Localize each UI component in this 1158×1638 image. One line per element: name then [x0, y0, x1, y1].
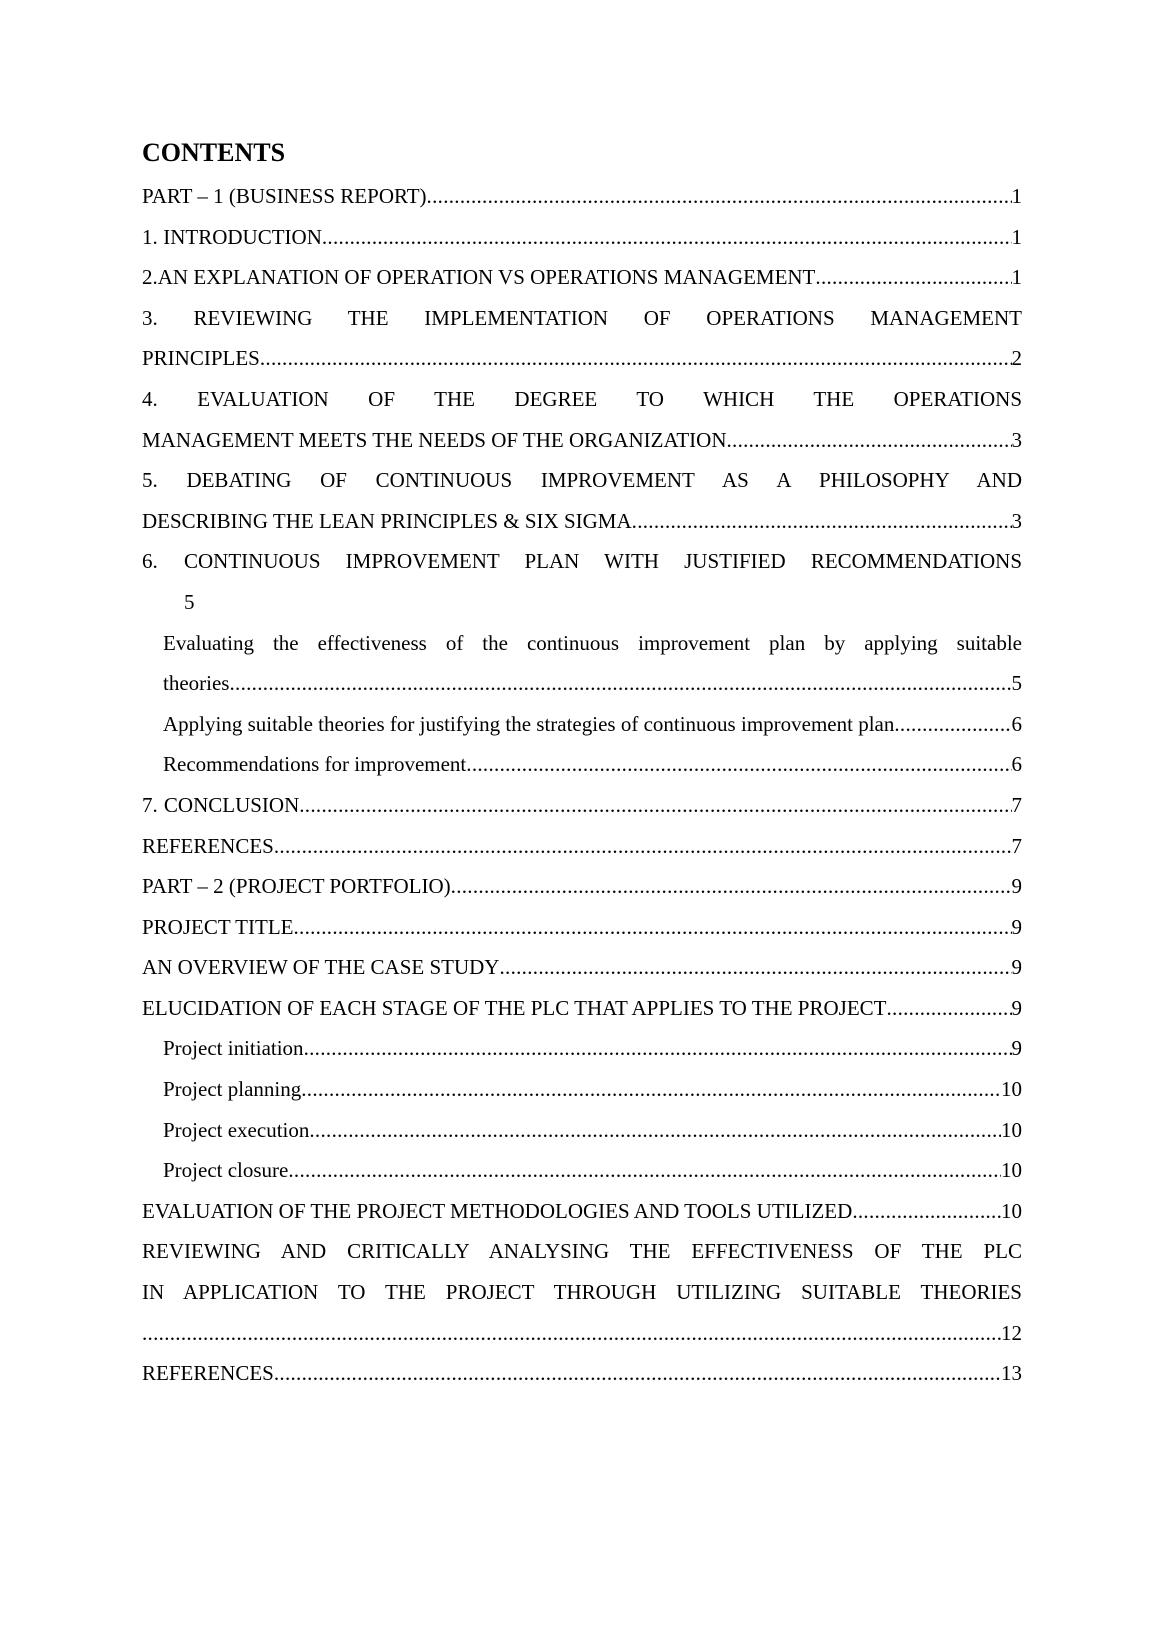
- toc-subentry-project-execution[interactable]: [142, 1110, 1022, 1151]
- toc-entry-part-2[interactable]: [142, 866, 1022, 907]
- toc-entry-continuous-improvement-debate[interactable]: [142, 460, 1022, 541]
- dot-leader: [815, 257, 1011, 298]
- toc-entry-title-line: Evaluating the effectiveness of the continuous improvement plan by applying suitable: [163, 630, 1022, 655]
- toc-entry-title: MANAGEMENT MEETS THE NEEDS OF THE ORGANIZATION: [142, 427, 727, 452]
- toc-entry-title: Recommendations for improvement: [163, 752, 467, 777]
- toc-entry-operations-explanation[interactable]: [142, 257, 1022, 298]
- toc-entry-case-study-overview[interactable]: [142, 947, 1022, 988]
- toc-entry-introduction[interactable]: [142, 217, 1022, 258]
- toc-entry-title: DESCRIBING THE LEAN PRINCIPLES & SIX SIGMA: [142, 508, 632, 533]
- section-number: 1.: [142, 224, 158, 249]
- toc-entry-title-line: 4. EVALUATION OF THE DEGREE TO WHICH THE OPERATIONS: [142, 386, 1022, 411]
- section-number: 2.: [142, 265, 158, 290]
- toc-entry-title-line: 3. REVIEWING THE IMPLEMENTATION OF OPERATIONS MANAGEMENT: [142, 305, 1022, 330]
- toc-entry-project-title[interactable]: [142, 907, 1022, 948]
- table-of-contents: [142, 176, 1022, 1394]
- toc-entry-evaluation-degree[interactable]: [142, 379, 1022, 460]
- toc-entry-plc-stages[interactable]: [142, 988, 1022, 1029]
- toc-entry-title: Project execution: [163, 1117, 310, 1142]
- contents-heading: CONTENTS: [142, 138, 286, 167]
- toc-entry-methodologies-evaluation[interactable]: [142, 1191, 1022, 1232]
- toc-entry-title: EVALUATION OF THE PROJECT METHODOLOGIES AND TOOLS UTILIZED: [142, 1198, 853, 1223]
- toc-page-number: 10: [1001, 1198, 1022, 1223]
- toc-entry-title: Project closure: [163, 1158, 289, 1183]
- dot-leader: [451, 866, 1012, 907]
- toc-subentry-evaluating-effectiveness[interactable]: [142, 623, 1022, 704]
- toc-entry-title: PROJECT TITLE: [142, 914, 294, 939]
- toc-page-number: 7: [1011, 833, 1022, 858]
- dot-leader: [499, 947, 1011, 988]
- dot-leader: [632, 501, 1012, 542]
- toc-page-number: 9: [1011, 874, 1022, 899]
- dot-leader: [274, 1353, 1001, 1394]
- toc-entry-title: Applying suitable theories for justifying the strategies of continuous improvement plan: [163, 711, 895, 736]
- toc-entry-title: CONCLUSION: [163, 792, 300, 817]
- dot-leader: [886, 988, 1011, 1029]
- toc-page-number: 1: [1011, 265, 1022, 290]
- dot-leader: [427, 176, 1012, 217]
- dot-leader: [726, 420, 1011, 461]
- dot-leader: [466, 744, 1011, 785]
- toc-page-number: 10: [1001, 1077, 1022, 1102]
- toc-page-number: 3: [1011, 508, 1022, 533]
- document-page: [142, 136, 1022, 1394]
- toc-page-number: 1: [1011, 184, 1022, 208]
- toc-entry-references-part-2[interactable]: [142, 1353, 1022, 1394]
- toc-entry-title: ELUCIDATION OF EACH STAGE OF THE PLC THAT APPLIES TO THE PROJECT: [142, 995, 887, 1020]
- dot-leader: [894, 704, 1011, 745]
- toc-entry-title: INTRODUCTION: [163, 224, 322, 249]
- toc-entry-improvement-plan[interactable]: [142, 541, 1022, 622]
- dot-leader: [299, 785, 1011, 826]
- section-number: 7.: [142, 792, 158, 817]
- dot-leader: [229, 663, 1011, 704]
- toc-entry-implementation-review[interactable]: [142, 298, 1022, 379]
- toc-entry-title: PRINCIPLES: [142, 346, 260, 371]
- toc-page-number: 9: [1011, 1036, 1022, 1061]
- toc-entry-title: AN EXPLANATION OF OPERATION VS OPERATIONS MANAGEMENT: [157, 265, 816, 290]
- dot-leader: [260, 338, 1012, 379]
- toc-subentry-applying-theories[interactable]: [142, 704, 1022, 745]
- toc-page-number: 9: [1011, 995, 1022, 1020]
- dot-leader: [274, 826, 1012, 867]
- toc-entry-part-1[interactable]: [142, 176, 1022, 217]
- toc-entry-title: REFERENCES: [142, 833, 274, 858]
- toc-page-number: 5: [184, 589, 195, 614]
- dot-leader: [322, 217, 1012, 258]
- toc-page-number: 10: [1001, 1158, 1022, 1183]
- toc-entry-title: AN OVERVIEW OF THE CASE STUDY: [142, 955, 500, 980]
- toc-entry-title: Project planning: [163, 1077, 302, 1102]
- dot-leader: [309, 1110, 1001, 1151]
- toc-entry-title-line: REVIEWING AND CRITICALLY ANALYSING THE EFFECTIVENESS OF THE PLC: [142, 1239, 1022, 1264]
- dot-leader: [301, 1069, 1001, 1110]
- toc-subentry-project-planning[interactable]: [142, 1069, 1022, 1110]
- toc-entry-references-part-1[interactable]: [142, 826, 1022, 867]
- toc-page-number: 12: [1001, 1320, 1022, 1345]
- toc-entry-title: REFERENCES: [142, 1361, 274, 1386]
- toc-page-number: 5: [1011, 671, 1022, 696]
- toc-page-number: 6: [1011, 752, 1022, 777]
- toc-entry-plc-effectiveness-review[interactable]: [142, 1231, 1022, 1353]
- dot-leader: [293, 907, 1011, 948]
- toc-page-number: 6: [1011, 711, 1022, 736]
- toc-page-number: 2: [1011, 346, 1022, 371]
- dot-leader: [852, 1191, 1001, 1232]
- toc-entry-conclusion[interactable]: [142, 785, 1022, 826]
- toc-entry-title: PART – 2 (PROJECT PORTFOLIO): [142, 874, 451, 899]
- section-number: 6.: [142, 549, 158, 574]
- toc-page-number: 3: [1011, 427, 1022, 452]
- dot-leader: [288, 1150, 1001, 1191]
- toc-page-number: 9: [1011, 914, 1022, 939]
- dot-leader: [142, 1313, 1001, 1354]
- dot-leader: [304, 1028, 1012, 1069]
- toc-entry-title: Project initiation: [163, 1036, 304, 1061]
- toc-entry-title: PART – 1 (BUSINESS REPORT): [142, 184, 427, 208]
- toc-entry-title: CONTINUOUS IMPROVEMENT PLAN WITH JUSTIFIED RECOMMENDATIONS: [184, 549, 1022, 574]
- toc-subentry-recommendations[interactable]: [142, 744, 1022, 785]
- toc-page-number: 10: [1001, 1117, 1022, 1142]
- toc-entry-title-line: IN APPLICATION TO THE PROJECT THROUGH UTILIZING SUITABLE THEORIES: [142, 1280, 1022, 1305]
- toc-page-number: 13: [1001, 1361, 1022, 1386]
- toc-page-number: 9: [1011, 955, 1022, 980]
- toc-page-number: 7: [1011, 792, 1022, 817]
- toc-entry-title: theories: [163, 671, 230, 696]
- toc-page-number: 1: [1011, 224, 1022, 249]
- toc-subentry-project-initiation[interactable]: [142, 1028, 1022, 1069]
- toc-entry-title-line: 5. DEBATING OF CONTINUOUS IMPROVEMENT AS A PHILOSOPHY AND: [142, 468, 1022, 493]
- toc-subentry-project-closure[interactable]: [142, 1150, 1022, 1191]
